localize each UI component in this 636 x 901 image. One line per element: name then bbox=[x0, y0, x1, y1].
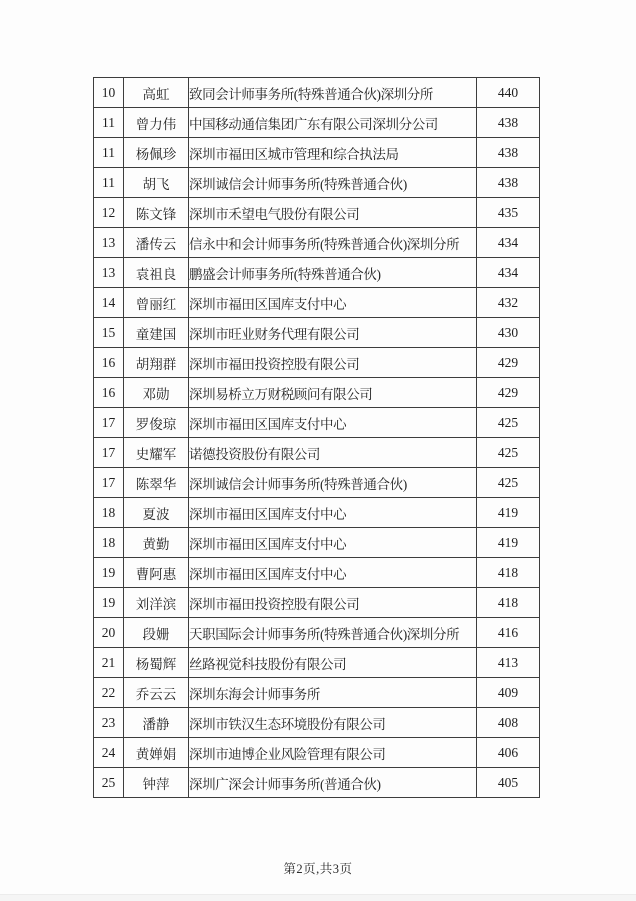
cell-rank: 24 bbox=[94, 738, 124, 768]
cell-score: 418 bbox=[477, 588, 540, 618]
cell-company: 深圳市福田区国库支付中心 bbox=[189, 288, 477, 318]
cell-name: 刘洋滨 bbox=[124, 588, 189, 618]
cell-score: 419 bbox=[477, 528, 540, 558]
cell-name: 袁祖良 bbox=[124, 258, 189, 288]
cell-rank: 17 bbox=[94, 438, 124, 468]
cell-score: 438 bbox=[477, 168, 540, 198]
cell-score: 406 bbox=[477, 738, 540, 768]
cell-company: 深圳市福田区国库支付中心 bbox=[189, 558, 477, 588]
table-row bbox=[94, 78, 540, 108]
table-row bbox=[94, 138, 540, 168]
cell-score: 425 bbox=[477, 408, 540, 438]
cell-company: 诺德投资股份有限公司 bbox=[189, 438, 477, 468]
cell-company: 深圳市禾望电气股份有限公司 bbox=[189, 198, 477, 228]
table-row bbox=[94, 378, 540, 408]
cell-rank: 11 bbox=[94, 138, 124, 168]
cell-company: 丝路视觉科技股份有限公司 bbox=[189, 648, 477, 678]
cell-name: 陈文锋 bbox=[124, 198, 189, 228]
cell-rank: 12 bbox=[94, 198, 124, 228]
cell-rank: 21 bbox=[94, 648, 124, 678]
cell-name: 胡飞 bbox=[124, 168, 189, 198]
cell-score: 408 bbox=[477, 708, 540, 738]
cell-name: 曹阿惠 bbox=[124, 558, 189, 588]
cell-rank: 20 bbox=[94, 618, 124, 648]
cell-name: 钟萍 bbox=[124, 768, 189, 798]
cell-rank: 19 bbox=[94, 588, 124, 618]
table-row bbox=[94, 648, 540, 678]
cell-name: 潘传云 bbox=[124, 228, 189, 258]
table-row bbox=[94, 558, 540, 588]
cell-rank: 13 bbox=[94, 258, 124, 288]
table-row bbox=[94, 618, 540, 648]
cell-name: 杨蜀辉 bbox=[124, 648, 189, 678]
table-row bbox=[94, 708, 540, 738]
table-row bbox=[94, 258, 540, 288]
cell-score: 429 bbox=[477, 378, 540, 408]
cell-rank: 15 bbox=[94, 318, 124, 348]
cell-name: 曾丽红 bbox=[124, 288, 189, 318]
ranking-table bbox=[93, 77, 540, 798]
cell-score: 435 bbox=[477, 198, 540, 228]
cell-company: 深圳市迪博企业风险管理有限公司 bbox=[189, 738, 477, 768]
cell-rank: 22 bbox=[94, 678, 124, 708]
cell-company: 信永中和会计师事务所(特殊普通合伙)深圳分所 bbox=[189, 228, 477, 258]
cell-score: 432 bbox=[477, 288, 540, 318]
cell-name: 乔云云 bbox=[124, 678, 189, 708]
cell-name: 童建国 bbox=[124, 318, 189, 348]
table-row bbox=[94, 228, 540, 258]
cell-rank: 16 bbox=[94, 378, 124, 408]
cell-company: 深圳市福田区城市管理和综合执法局 bbox=[189, 138, 477, 168]
cell-name: 罗俊琼 bbox=[124, 408, 189, 438]
cell-score: 430 bbox=[477, 318, 540, 348]
cell-company: 深圳东海会计师事务所 bbox=[189, 678, 477, 708]
cell-rank: 19 bbox=[94, 558, 124, 588]
cell-name: 陈翠华 bbox=[124, 468, 189, 498]
cell-rank: 17 bbox=[94, 468, 124, 498]
cell-company: 深圳广深会计师事务所(普通合伙) bbox=[189, 768, 477, 798]
cell-company: 鹏盛会计师事务所(特殊普通合伙) bbox=[189, 258, 477, 288]
cell-score: 418 bbox=[477, 558, 540, 588]
table-row bbox=[94, 408, 540, 438]
ranking-table-container bbox=[93, 77, 540, 798]
cell-company: 深圳市福田区国库支付中心 bbox=[189, 498, 477, 528]
cell-rank: 23 bbox=[94, 708, 124, 738]
cell-score: 405 bbox=[477, 768, 540, 798]
table-row bbox=[94, 438, 540, 468]
cell-score: 413 bbox=[477, 648, 540, 678]
cell-company: 深圳市福田投资控股有限公司 bbox=[189, 588, 477, 618]
cell-score: 440 bbox=[477, 78, 540, 108]
cell-rank: 16 bbox=[94, 348, 124, 378]
cell-score: 425 bbox=[477, 438, 540, 468]
cell-name: 杨佩珍 bbox=[124, 138, 189, 168]
table-row bbox=[94, 528, 540, 558]
cell-rank: 17 bbox=[94, 408, 124, 438]
cell-name: 夏波 bbox=[124, 498, 189, 528]
table-row bbox=[94, 348, 540, 378]
cell-rank: 18 bbox=[94, 498, 124, 528]
cell-rank: 13 bbox=[94, 228, 124, 258]
cell-name: 史耀军 bbox=[124, 438, 189, 468]
table-row bbox=[94, 678, 540, 708]
cell-score: 416 bbox=[477, 618, 540, 648]
table-row bbox=[94, 468, 540, 498]
cell-rank: 25 bbox=[94, 768, 124, 798]
table-row bbox=[94, 108, 540, 138]
cell-company: 深圳易桥立万财税顾问有限公司 bbox=[189, 378, 477, 408]
cell-rank: 11 bbox=[94, 108, 124, 138]
cell-score: 419 bbox=[477, 498, 540, 528]
table-row bbox=[94, 768, 540, 798]
cell-rank: 10 bbox=[94, 78, 124, 108]
table-row bbox=[94, 198, 540, 228]
cell-rank: 14 bbox=[94, 288, 124, 318]
cell-name: 黄婵娟 bbox=[124, 738, 189, 768]
cell-company: 中国移动通信集团广东有限公司深圳分公司 bbox=[189, 108, 477, 138]
cell-score: 438 bbox=[477, 138, 540, 168]
cell-score: 438 bbox=[477, 108, 540, 138]
cell-name: 段姗 bbox=[124, 618, 189, 648]
page-number-footer: 第2页,共3页 bbox=[283, 862, 353, 876]
cell-score: 434 bbox=[477, 258, 540, 288]
cell-company: 深圳市旺业财务代理有限公司 bbox=[189, 318, 477, 348]
cell-score: 425 bbox=[477, 468, 540, 498]
cell-name: 邓勋 bbox=[124, 378, 189, 408]
ranking-table-body bbox=[94, 78, 540, 798]
cell-company: 深圳市福田区国库支付中心 bbox=[189, 408, 477, 438]
cell-company: 深圳诚信会计师事务所(特殊普通合伙) bbox=[189, 468, 477, 498]
table-row bbox=[94, 498, 540, 528]
cell-score: 434 bbox=[477, 228, 540, 258]
cell-rank: 18 bbox=[94, 528, 124, 558]
cell-company: 深圳市福田区国库支付中心 bbox=[189, 528, 477, 558]
cell-name: 胡翔群 bbox=[124, 348, 189, 378]
table-row bbox=[94, 168, 540, 198]
cell-score: 429 bbox=[477, 348, 540, 378]
cell-name: 潘静 bbox=[124, 708, 189, 738]
cell-rank: 11 bbox=[94, 168, 124, 198]
cell-company: 致同会计师事务所(特殊普通合伙)深圳分所 bbox=[189, 78, 477, 108]
cell-company: 深圳市福田投资控股有限公司 bbox=[189, 348, 477, 378]
cell-name: 高虹 bbox=[124, 78, 189, 108]
cell-name: 黄勤 bbox=[124, 528, 189, 558]
table-row bbox=[94, 588, 540, 618]
table-row bbox=[94, 288, 540, 318]
table-row bbox=[94, 738, 540, 768]
table-row bbox=[94, 318, 540, 348]
cell-company: 天职国际会计师事务所(特殊普通合伙)深圳分所 bbox=[189, 618, 477, 648]
cell-name: 曾力伟 bbox=[124, 108, 189, 138]
cell-score: 409 bbox=[477, 678, 540, 708]
cell-company: 深圳诚信会计师事务所(特殊普通合伙) bbox=[189, 168, 477, 198]
cell-company: 深圳市铁汉生态环境股份有限公司 bbox=[189, 708, 477, 738]
